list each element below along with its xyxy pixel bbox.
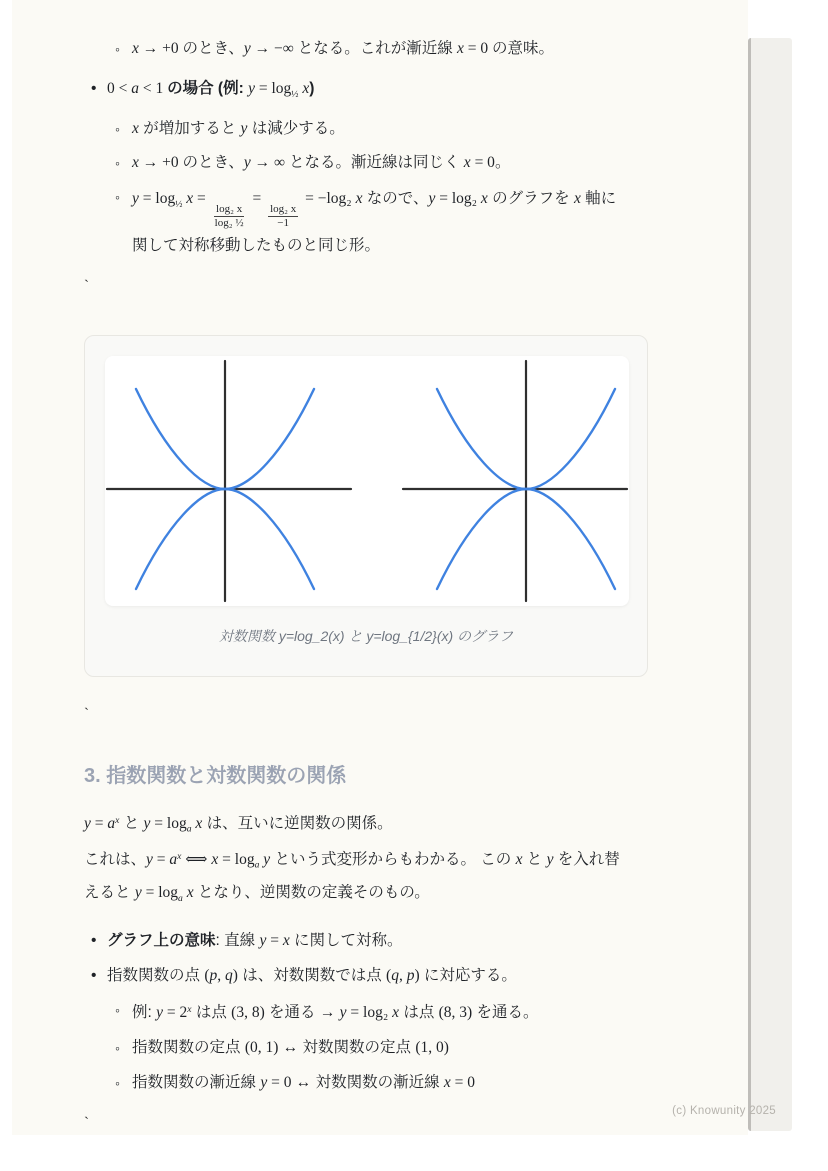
relation-list [84, 928, 724, 1096]
log-properties-list [84, 36, 724, 62]
log-curve-upper-right [526, 389, 615, 489]
log-curve-lower-right [225, 489, 314, 589]
list-item: ◦ 指数関数の漸近線 y = 0 ↔ 対数関数の漸近線 x = 0 [84, 1070, 724, 1096]
list-item: • 指数関数の点 (p, q) は、対数関数では点 (q, p) に対応する。 [84, 963, 724, 989]
case-list [84, 76, 724, 261]
section-paragraph [84, 807, 724, 913]
text-line: えると $y = \log_a x$ となり、逆関数の定義そのもの。 [84, 883, 430, 904]
list-item: ◦ 指数関数の定点 (0, 1) ↔ 対数関数の定点 (1, 0) [84, 1035, 724, 1061]
log-curve-lower-left [136, 489, 225, 589]
list-item: ◦ x が増加すると y は減少する。 [84, 116, 724, 142]
text-line: ◦ $y = \log_{\frac{1}{2}} x$ = $\frac{\text{log₂ x}}{\text{log₂ ½}}$ = $\frac{\text{log₂ x}}{-1}$ = −log₂ x なので、y = log₂ x のグラフを x 軸に [132, 189, 617, 230]
right-plot [403, 361, 627, 601]
list-item: ◦ x → +0 のとき、y → ∞ となる。漸近線は同じく x = 0。 [84, 150, 724, 176]
log-curve-lower-left [437, 489, 526, 589]
copyright-footer: (c) Knowunity 2025 [672, 1105, 776, 1117]
list-item-case-0-a-1: • 0 < a < 1 の場合 (例: $y = \log_{\frac{1}{2}} x$) [84, 76, 724, 108]
log-curve-lower-right [526, 489, 615, 589]
list-item: ◦ x → +0 のとき、y → −∞ となる。これが漸近線 x = 0 の意味。 [84, 36, 724, 62]
section-heading: 3. 指数関数と対数関数の関係 [84, 764, 347, 787]
stray-backtick: ` [84, 1114, 89, 1131]
text-line: 関して対称移動したものと同じ形。 [132, 236, 381, 254]
log-curve-upper-left [437, 389, 526, 489]
log-curve-upper-right [225, 389, 314, 489]
list-item: ◦ 例: $y = 2^x$ は点 (3, 8) を通る → y = log₂ x は点 (8, 3) を通る。 [84, 997, 724, 1026]
stray-backtick: ` [84, 277, 89, 294]
next-page-edge [748, 38, 792, 1131]
list-item [84, 184, 724, 261]
stray-backtick: ` [84, 705, 89, 722]
graph-panel [105, 356, 629, 606]
list-item: • グラフ上の意味: 直線 y = x に関して対称。 [84, 928, 724, 954]
page-content [12, 0, 748, 1134]
graph-figure-card [84, 335, 648, 677]
document-page [12, 0, 776, 1135]
log-graphs-svg [105, 356, 629, 606]
text-line: $y = a^x$ と $y = \log_a x$ は、互いに逆関数の関係。 [84, 814, 393, 835]
left-plot [107, 361, 351, 601]
figure-caption: 対数関数 y=log_2(x) と y=log_{1/2}(x) のグラフ [218, 627, 514, 644]
log-curve-upper-left [136, 389, 225, 489]
text-line: これは、$y = a^x$ ⟺ $x = \log_a y$ という式変形からもわかる。 この x と y を入れ替 [84, 850, 620, 871]
